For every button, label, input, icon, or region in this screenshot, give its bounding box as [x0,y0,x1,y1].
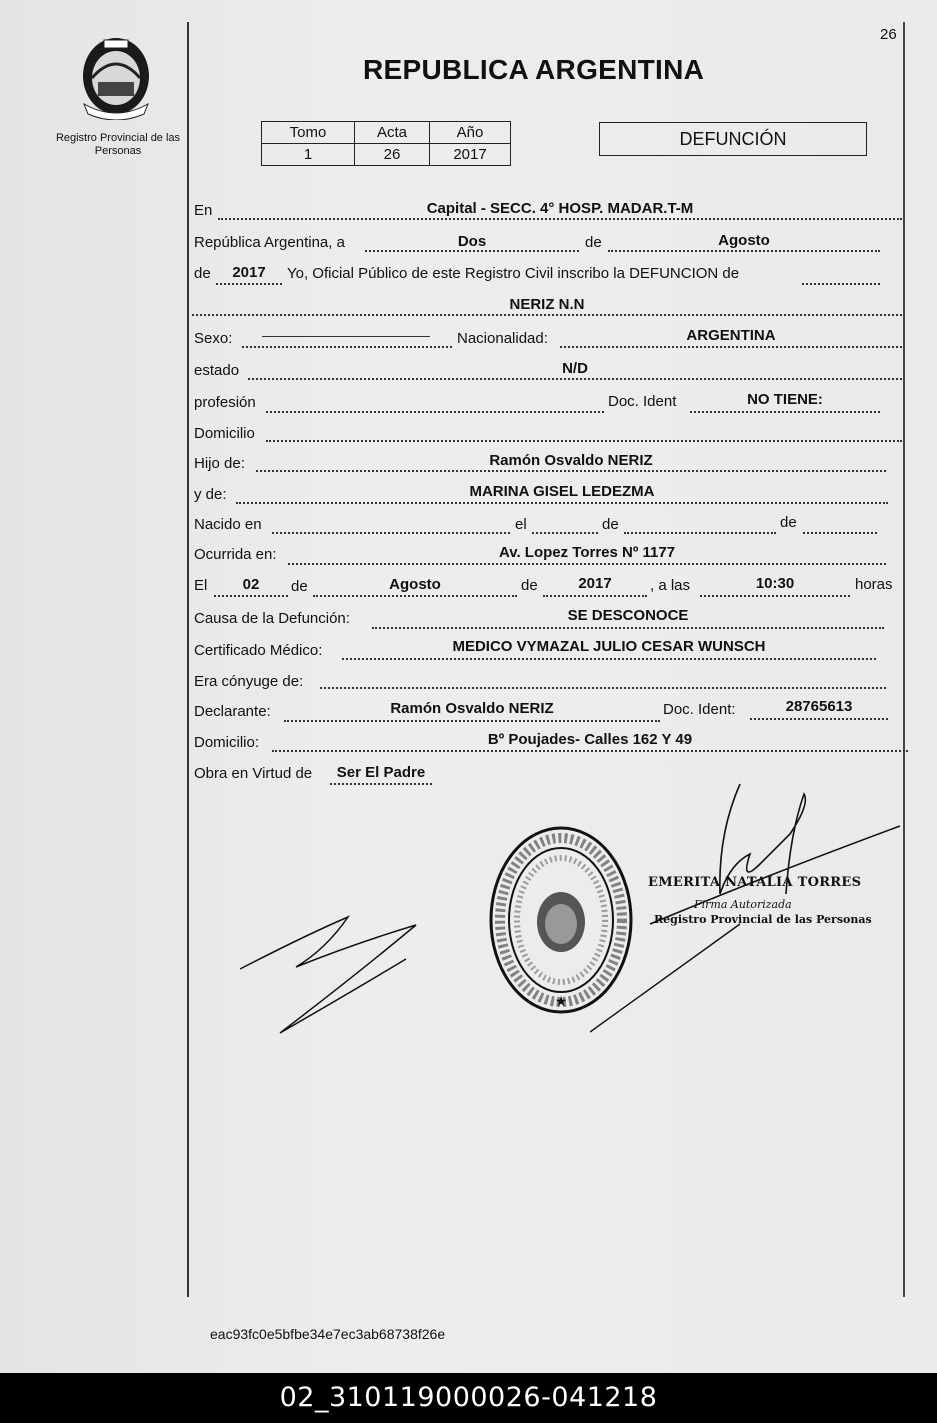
month-line [608,250,880,252]
el-line [532,532,598,534]
day-value: Dos [457,233,487,250]
ocurrida-value: Av. Lopez Torres Nº 1177 [498,544,676,561]
domicilio2-label: Domicilio: [194,734,260,751]
doc-ident-value: NO TIENE: [747,391,823,408]
doc-ident-line [690,411,880,413]
svg-text:★: ★ [554,994,568,1010]
doc-ident2-value: 28765613 [785,698,853,715]
sexo-dash [262,336,430,337]
alas-label: , a las [650,577,691,594]
declarante-label: Declarante: [194,703,271,720]
domicilio-label: Domicilio [194,425,255,442]
ano-value: 2017 [430,144,511,166]
domicilio2-line [272,750,908,752]
ocurrida-label: Ocurrida en: [194,546,277,563]
conyuge-line [320,687,886,689]
de1-label: de [585,234,602,251]
declarante-value: Ramón Osvaldo NERIZ [390,700,554,717]
en-value: Capital - SECC. 4° HOSP. MADAR.T-M [426,200,694,217]
official-name-stamp: EMERITA NATALIA TORRES [648,875,862,890]
en-label: En [194,202,213,219]
sexo-label: Sexo: [194,330,233,347]
el2-label: El [194,577,208,594]
conyuge-label: Era cónyuge de: [194,673,304,690]
document-hash: eac93fc0e5bfbe34e7ec3ab68738f26e [210,1326,446,1342]
page-title: REPUBLICA ARGENTINA [363,54,705,85]
obra-value: Ser El Padre [336,764,426,781]
time-value: 10:30 [755,575,795,592]
profesion-label: profesión [194,394,256,411]
record-table [261,121,511,166]
yde-line [236,502,888,504]
official-role-stamp: Firma Autorizada [694,898,792,911]
certificado-label: Certificado Médico: [194,642,323,659]
right-margin-line [903,22,905,1297]
nacido-line [272,532,510,534]
causa-line [372,627,884,629]
causa-value: SE DESCONOCE [567,607,689,624]
de6-label: de [521,577,538,594]
year-value: 2017 [232,264,266,281]
certificado-value: MEDICO VYMAZAL JULIO CESAR WUNSCH [452,638,766,655]
obra-line [330,783,432,785]
el-label: el [515,516,527,533]
official-office-stamp: Registro Provincial de las Personas [654,913,872,926]
de4-line [803,532,877,534]
el2-day-line [214,595,288,597]
republica-label: República Argentina, a [194,234,345,251]
de3-line [624,532,776,534]
horas-label: horas [855,576,893,593]
estado-label: estado [194,362,240,379]
obra-label: Obra en Virtud de [194,765,313,782]
nacionalidad-label: Nacionalidad: [457,330,548,347]
hijo-value: Ramón Osvaldo NERIZ [489,452,653,469]
inscribo-text: Yo, Oficial Público de este Registro Civil inscribo la DEFUNCION de [287,265,740,282]
acta-header: Acta [355,122,430,144]
el2-year-line [543,595,647,597]
ano-header: Año [430,122,511,144]
el2-year: 2017 [578,575,612,592]
left-margin-line [187,22,189,1297]
month-value: Agosto [718,232,770,249]
tomo-value: 1 [262,144,355,166]
year-line [216,283,282,285]
profesion-line [266,411,604,413]
ocurrida-line [288,563,886,565]
de3-label: de [602,516,619,533]
causa-label: Causa de la Defunción: [194,610,350,627]
doc-ident2-line [750,718,888,720]
declarante-line [284,720,660,722]
yde-label: y de: [194,486,227,503]
doc-ident-label: Doc. Ident [608,393,677,410]
en-line [218,218,902,220]
doc-ident2-label: Doc. Ident: [663,701,736,718]
registry-name: Registro Provincial de las Personas [55,132,181,157]
inscribo-line [802,283,880,285]
de4-label: de [780,514,797,531]
hijo-label: Hijo de: [194,455,245,472]
sexo-line [242,346,452,348]
domicilio-line [266,440,902,442]
province-emblem-icon [78,30,154,120]
nacido-label: Nacido en [194,516,262,533]
page-number: 26 [880,26,897,43]
declarant-signature [236,905,436,1040]
domicilio2-value: Bº Poujades- Calles 162 Y 49 [487,731,693,748]
de5-label: de [291,578,308,595]
document-type-box: DEFUNCIÓN [599,122,867,156]
el2-month-line [313,595,517,597]
estado-line [248,378,902,380]
el2-month: Agosto [389,576,441,593]
certificado-line [342,658,876,660]
footer-identifier: 02_310119000026-041218 [0,1373,937,1423]
time-line [700,595,850,597]
deceased-name: NERIZ N.N [509,296,585,313]
hijo-line [256,470,886,472]
acta-value: 26 [355,144,430,166]
estado-value: N/D [562,360,588,377]
de2-label: de [194,265,211,282]
day-line [365,250,579,252]
yde-value: MARINA GISEL LEDEZMA [469,483,655,500]
name-line [192,314,902,316]
el2-day: 02 [242,576,260,593]
tomo-header: Tomo [262,122,355,144]
nacionalidad-value: ARGENTINA [686,327,776,344]
nacionalidad-line [560,346,902,348]
